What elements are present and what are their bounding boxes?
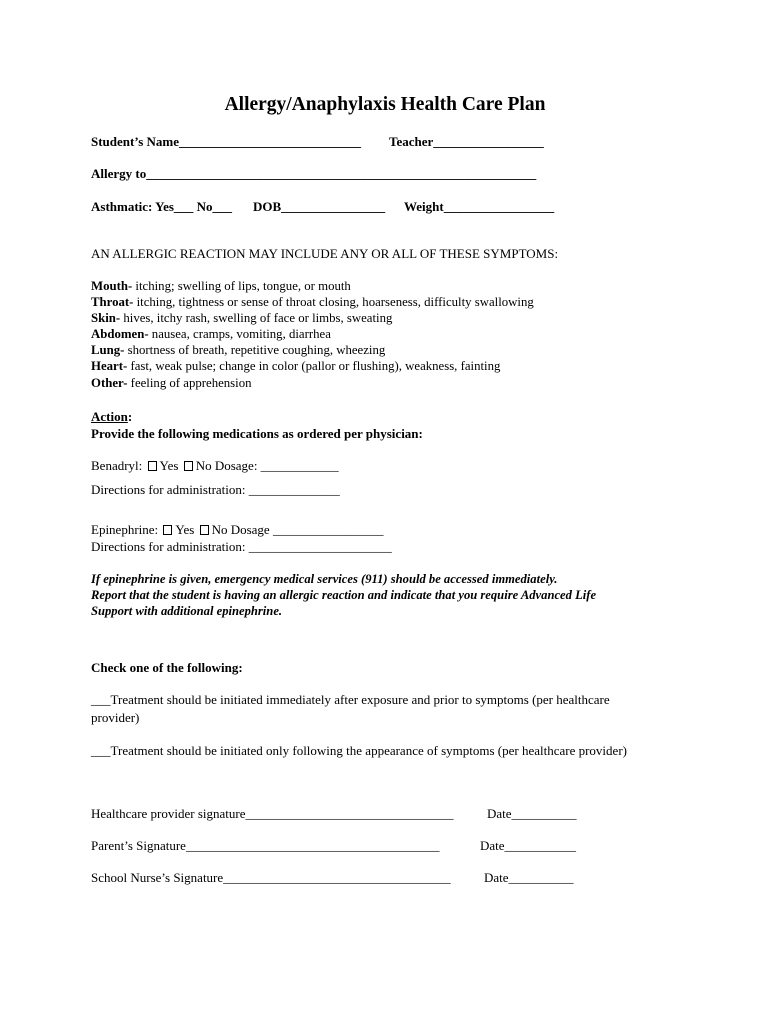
symptom-label: Mouth- (91, 279, 133, 293)
symptom-other (91, 376, 252, 391)
action-label (91, 409, 132, 425)
warning-line-2: Report that the student is having an allergic reaction and indicate that you require Advanced Life (91, 588, 597, 602)
epinephrine-dosage-field[interactable]: Dosage _________________ (230, 522, 384, 537)
treatment-option-1[interactable]: ___Treatment should be initiated immediately after exposure and prior to symptoms (per healthcare (91, 692, 610, 707)
benadryl-label: Benadryl: (91, 458, 143, 473)
school-nurse-signature-field[interactable]: School Nurse’s Signature___________________________________ (91, 870, 451, 885)
symptom-text: feeling of apprehension (127, 376, 252, 390)
symptom-mouth (91, 279, 351, 294)
parent-signature-field[interactable]: Parent’s Signature_______________________________________ (91, 838, 440, 853)
symptom-label: Heart- (91, 359, 128, 373)
symptom-text: itching; swelling of lips, tongue, or mouth (132, 279, 351, 293)
symptom-label: Abdomen- (91, 327, 149, 341)
symptom-skin (91, 311, 392, 326)
teacher-field[interactable]: Teacher_________________ (389, 134, 544, 149)
check-heading: Check one of the following: (91, 660, 243, 675)
epinephrine-no-checkbox[interactable] (200, 525, 209, 535)
benadryl-no-checkbox[interactable] (184, 461, 193, 471)
student-name-field[interactable]: Student’s Name____________________________ (91, 134, 361, 149)
form-title: Allergy/Anaphylaxis Health Care Plan (224, 94, 546, 115)
school-nurse-date-field[interactable]: Date__________ (484, 870, 574, 885)
action-instruction: Provide the following medications as ordered per physician: (91, 426, 423, 441)
action-word: Action (91, 409, 128, 424)
allergy-to-field[interactable]: Allergy to____________________________________________________________ (91, 166, 537, 181)
symptom-label: Lung- (91, 343, 125, 357)
no-label: No (195, 458, 212, 473)
symptom-heart (91, 359, 500, 374)
healthcare-provider-signature-field[interactable]: Healthcare provider signature________________________________ (91, 806, 454, 821)
benadryl-directions-field[interactable]: Directions for administration: ______________ (91, 482, 340, 497)
benadryl-dosage-field[interactable]: Dosage: ____________ (214, 458, 339, 473)
treatment-option-1-cont: provider) (91, 710, 140, 725)
symptom-text: hives, itchy rash, swelling of face or limbs, sweating (120, 311, 393, 325)
symptom-throat (91, 295, 534, 310)
symptom-lung (91, 343, 385, 358)
symptom-label: Other- (91, 376, 128, 390)
epinephrine-label: Epinephrine: (91, 522, 159, 537)
benadryl-yes-checkbox[interactable] (148, 461, 157, 471)
epinephrine-yes-checkbox[interactable] (163, 525, 172, 535)
symptom-text: shortness of breath, repetitive coughing, wheezing (124, 343, 386, 357)
warning-line-1: If epinephrine is given, emergency medical services (911) should be accessed immediately. (91, 572, 558, 586)
symptom-abdomen (91, 327, 331, 342)
epinephrine-row (91, 522, 383, 538)
healthcare-provider-date-field[interactable]: Date__________ (487, 806, 577, 821)
symptom-text: itching, tightness or sense of throat closing, hoarseness, difficulty swallowing (133, 295, 534, 309)
symptom-label: Throat- (91, 295, 134, 309)
symptom-text: fast, weak pulse; change in color (pallor or flushing), weakness, fainting (127, 359, 501, 373)
warning-line-3: Support with additional epinephrine. (91, 604, 283, 618)
asthmatic-field[interactable]: Asthmatic: Yes___ No___ (91, 199, 233, 214)
weight-field[interactable]: Weight_________________ (404, 199, 555, 214)
symptom-text: nausea, cramps, vomiting, diarrhea (148, 327, 331, 341)
symptom-label: Skin- (91, 311, 121, 325)
yes-label: Yes (175, 522, 195, 537)
no-label: No (211, 522, 228, 537)
action-colon: : (127, 409, 133, 424)
parent-date-field[interactable]: Date___________ (480, 838, 577, 853)
treatment-option-2[interactable]: ___Treatment should be initiated only following the appearance of symptoms (per healthcare provider) (91, 743, 627, 758)
dob-field[interactable]: DOB________________ (253, 199, 386, 214)
epinephrine-directions-field[interactable]: Directions for administration: ______________________ (91, 539, 392, 554)
benadryl-row (91, 458, 339, 474)
yes-label: Yes (159, 458, 179, 473)
symptoms-heading: AN ALLERGIC REACTION MAY INCLUDE ANY OR ALL OF THESE SYMPTOMS: (91, 246, 559, 261)
